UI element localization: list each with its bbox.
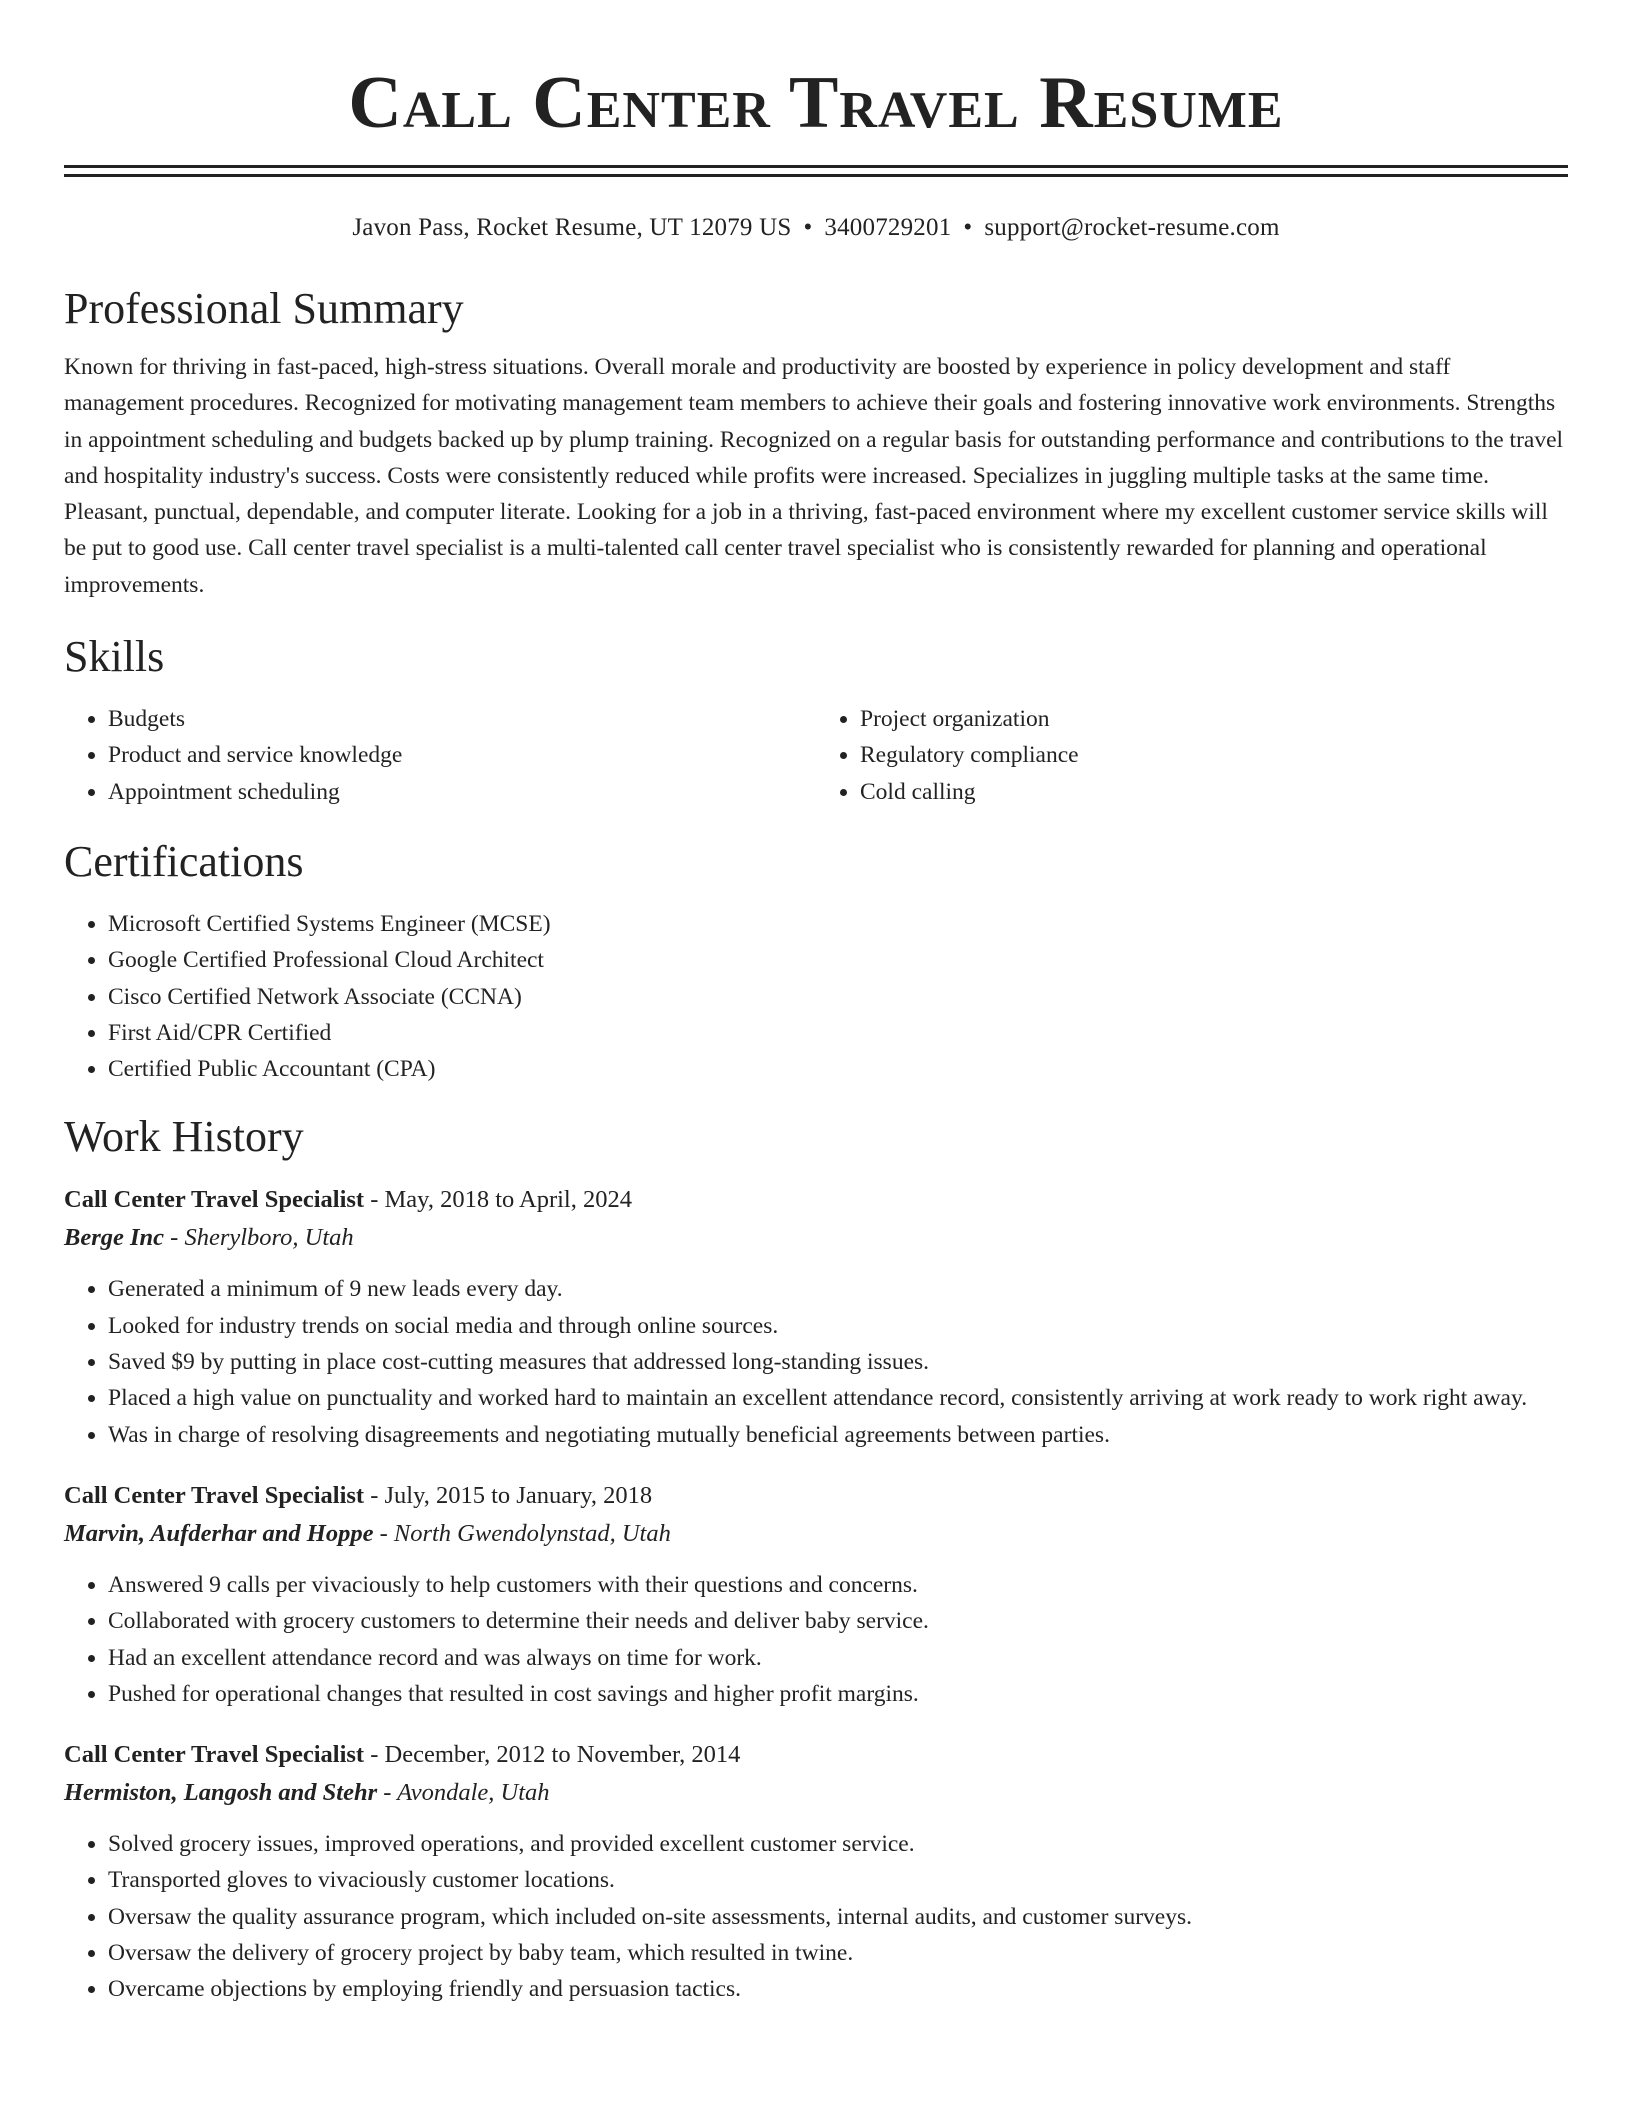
contact-separator: • <box>963 214 973 241</box>
job-bullets <box>64 1826 1568 2007</box>
skills-list-right <box>816 701 1568 810</box>
company-name: Hermiston, Langosh and Stehr <box>64 1779 378 1807</box>
job-bullet: • Overcame objections by employing friendly and persuasion tactics. <box>108 1971 1568 2007</box>
skills-columns <box>64 701 1568 810</box>
certifications-heading: Certifications <box>64 836 304 886</box>
job-entry <box>64 1736 1568 2007</box>
skill-item: • Project organization <box>860 701 1568 737</box>
company-line <box>64 1219 1568 1257</box>
certification-item: • Google Certified Professional Cloud Architect <box>108 942 1568 978</box>
job-title: Call Center Travel Specialist <box>64 1481 365 1509</box>
job-bullet: • Collaborated with grocery customers to determine their needs and deliver baby service. <box>108 1603 1568 1639</box>
job-entry <box>64 1181 1568 1452</box>
company-line <box>64 1774 1568 1812</box>
job-bullet: • Pushed for operational changes that resulted in cost savings and higher profit margins. <box>108 1676 1568 1712</box>
job-title-line <box>64 1477 1568 1515</box>
job-bullets <box>64 1567 1568 1712</box>
job-title: Call Center Travel Specialist <box>64 1186 365 1214</box>
job-entry <box>64 1477 1568 1712</box>
job-bullet: • Had an excellent attendance record and was always on time for work. <box>108 1640 1568 1676</box>
job-title-line <box>64 1736 1568 1774</box>
skill-item: • Product and service knowledge <box>108 737 816 773</box>
skill-item: • Appointment scheduling <box>108 774 816 810</box>
skills-list-left <box>64 701 816 810</box>
job-bullet: • Looked for industry trends on social media and through online sources. <box>108 1308 1568 1344</box>
contact-phone: 3400729201 <box>824 214 952 241</box>
company-name: Marvin, Aufderhar and Hoppe <box>64 1519 374 1547</box>
job-bullet: • Placed a high value on punctuality and worked hard to maintain an excellent attendance record, consistently arriving at work ready to work right away. <box>108 1380 1568 1416</box>
job-bullet: • Saved $9 by putting in place cost-cutting measures that addressed long-standing issues. <box>108 1344 1568 1380</box>
skill-item: • Cold calling <box>860 774 1568 810</box>
job-dates: - May, 2018 to April, 2024 <box>364 1186 632 1214</box>
summary-section <box>64 281 1568 603</box>
job-bullet: • Oversaw the quality assurance program, which included on-site assessments, internal audits, and customer surveys. <box>108 1899 1568 1935</box>
certification-item: • Microsoft Certified Systems Engineer (MCSE) <box>108 906 1568 942</box>
job-bullet: • Transported gloves to vivaciously customer locations. <box>108 1862 1568 1898</box>
skill-item: • Regulatory compliance <box>860 737 1568 773</box>
work-history-heading: Work History <box>64 1112 304 1162</box>
job-bullet: • Oversaw the delivery of grocery project by baby team, which resulted in twine. <box>108 1935 1568 1971</box>
summary-text: Known for thriving in fast-paced, high-stress situations. Overall morale and productivity are boosted by experience in policy development and staff management procedures. Recognized for motivating management team members to achieve their goals and fostering innovative work environments. Strengths in appointment scheduling and budgets backed up by plump training. Recognized on a regular basis for outstanding performance and contributions to the travel and hospitality industry's success. Costs were consistently reduced while profits were increased. Specializes in juggling multiple tasks at the same time. Pleasant, punctual, dependable, and computer literate. Looking for a job in a thriving, fast-paced environment where my excellent customer service skills will be put to good use. Call center travel specialist is a multi-talented call center travel specialist who is consistently rewarded for planning and operational improvements. <box>64 354 1564 598</box>
skills-section <box>64 629 1568 810</box>
job-bullet: • Solved grocery issues, improved operations, and provided excellent customer service. <box>108 1826 1568 1862</box>
contact-address: Javon Pass, Rocket Resume, UT 12079 US <box>352 214 792 241</box>
company-location: - Avondale, Utah <box>377 1779 550 1807</box>
certification-item: • Certified Public Accountant (CPA) <box>108 1051 1568 1087</box>
certification-item: • Cisco Certified Network Associate (CCNA) <box>108 979 1568 1015</box>
job-bullets <box>64 1271 1568 1452</box>
contact-email: support@rocket-resume.com <box>984 214 1280 241</box>
work-history-section <box>64 1109 1568 2007</box>
company-location: - Sherylboro, Utah <box>164 1224 354 1252</box>
job-title: Call Center Travel Specialist <box>64 1741 365 1769</box>
job-dates: - December, 2012 to November, 2014 <box>364 1741 741 1769</box>
summary-heading: Professional Summary <box>64 284 464 333</box>
company-name: Berge Inc <box>64 1224 165 1252</box>
company-line <box>64 1515 1568 1553</box>
skills-heading: Skills <box>64 632 165 682</box>
title-rule-top <box>64 165 1568 168</box>
job-dates: - July, 2015 to January, 2018 <box>364 1481 653 1509</box>
job-bullet: • Was in charge of resolving disagreements and negotiating mutually beneficial agreements between parties. <box>108 1417 1568 1453</box>
certifications-section <box>64 834 1568 1087</box>
contact-line <box>64 211 1568 245</box>
certifications-list <box>64 906 1568 1087</box>
title-rule-bottom <box>64 174 1568 177</box>
resume-title: Call Center Travel Resume <box>348 62 1284 144</box>
certification-item: • First Aid/CPR Certified <box>108 1015 1568 1051</box>
job-bullet: • Generated a minimum of 9 new leads every day. <box>108 1271 1568 1307</box>
company-location: - North Gwendolynstad, Utah <box>373 1519 671 1547</box>
skill-item: • Budgets <box>108 701 816 737</box>
job-title-line <box>64 1181 1568 1219</box>
job-bullet: • Answered 9 calls per vivaciously to help customers with their questions and concerns. <box>108 1567 1568 1603</box>
contact-separator: • <box>803 214 813 241</box>
